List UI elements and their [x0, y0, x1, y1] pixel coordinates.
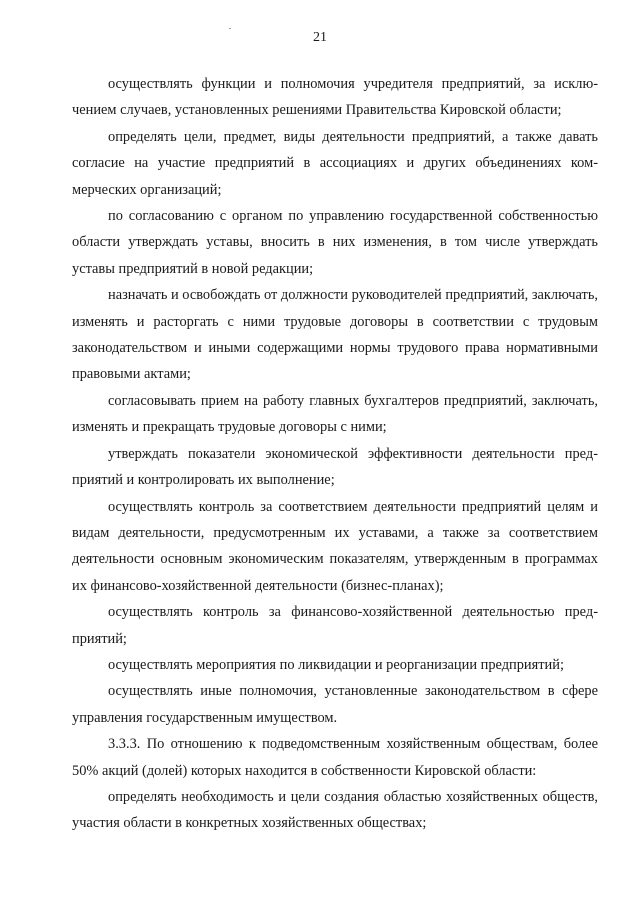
- paragraph: согласовывать прием на работу главных бухгалтеров предприятий, заключать, изменять и прекращать трудовые договоры с ними;: [72, 392, 598, 436]
- paragraph: осуществлять иные полномочия, установленные законодательством в сфере управления государственным имуществом.: [72, 683, 598, 726]
- paragraph: по согласованию с органом по управлению государственной собственностью области утверждать уставы, вносить в них изменения, в том числе утверждать уставы предприятий в новой редакции;: [72, 208, 598, 277]
- paragraph: назначать и освобождать от должности руководителей предприятий, заключать, изменять и расторгать с ними трудовые договоры в соответствии с трудовым законодательством и иными содержащими нормы трудового права нормативными правовыми актами;: [72, 287, 598, 383]
- page-number: 21: [313, 30, 327, 45]
- paragraph: осуществлять функции и полномочия учредителя предприятий, за исключением случаев, установленных решениями Правительства Кировской области;: [72, 76, 598, 119]
- document-body: [72, 71, 598, 837]
- paragraph: 3.3.3. По отношению к подведомственным хозяйственным обществам, более 50% акций (долей) которых находится в собственности Кировской области:: [72, 736, 598, 779]
- paragraph: утверждать показатели экономической эффективности деятельности предприятий и контролировать их выполнение;: [72, 445, 598, 489]
- paragraph: определять необходимость и цели создания областью хозяйственных обществ, участия области в конкретных хозяйственных обществах;: [72, 788, 598, 832]
- paragraph: осуществлять контроль за соответствием деятельности предприятий целям и видам деятельности, предусмотренным их уставами, а также за соответствием деятельности основным экономическим показателям, утвержденным в программах их финансово-хозяйственной деятельности (бизнес-планах);: [72, 498, 598, 594]
- paragraph: осуществлять мероприятия по ликвидации и реорганизации предприятий;: [108, 656, 564, 673]
- paragraph: определять цели, предмет, виды деятельности предприятий, а также давать согласие на участие предприятий в ассоциациях и других объединениях коммерческих организаций;: [72, 128, 598, 198]
- paragraph: осуществлять контроль за финансово-хозяйственной деятельностью предприятий;: [72, 604, 598, 647]
- scan-speck: [229, 28, 231, 29]
